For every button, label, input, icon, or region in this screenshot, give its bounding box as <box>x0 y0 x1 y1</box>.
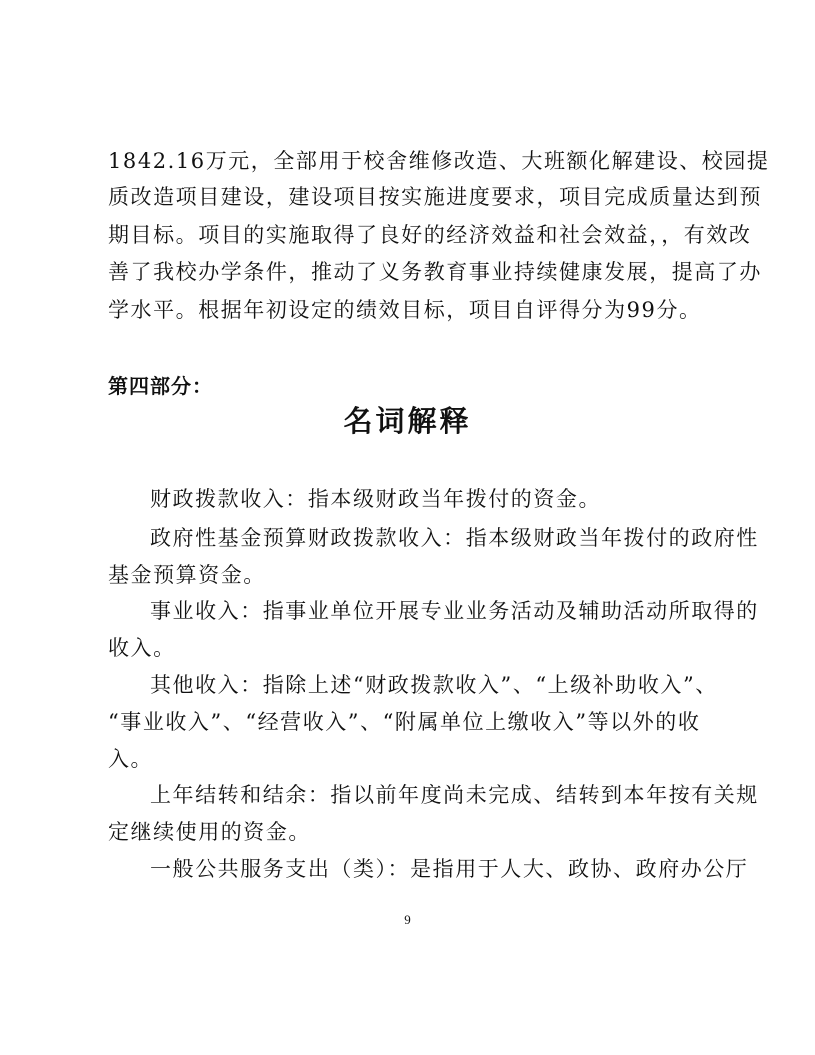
definition-4-line-2: “事业收入”、“经营收入”、“附属单位上缴收入”等以外的收 <box>108 710 701 734</box>
definition-4-line-1: 其他收入：指除上述“财政拨款收入”、“上级补助收入”、 <box>150 673 718 697</box>
section-label: 第四部分： <box>108 374 213 398</box>
intro-line-3: 期目标。项目的实施取得了良好的经济效益和社会效益，，有效改 <box>108 223 752 247</box>
definition-2-line-2: 基金预算资金。 <box>108 563 266 587</box>
definition-4-line-3: 入。 <box>108 747 154 771</box>
definition-1-line-1: 财政拨款收入：指本级财政当年拨付的资金。 <box>150 487 601 511</box>
definition-6-line-1: 一般公共服务支出（类）：是指用于人大、政协、政府办公厅 <box>150 857 749 881</box>
page-number: 9 <box>404 912 411 927</box>
intro-line-5: 学水平。根据年初设定的绩效目标，项目自评得分为99分。 <box>108 298 702 322</box>
definition-3-line-1: 事业收入：指事业单位开展专业业务活动及辅助活动所取得的 <box>150 599 759 623</box>
intro-line-1: 1842.16万元，全部用于校舍维修改造、大班额化解建设、校园提 <box>108 149 770 173</box>
definition-2-line-1: 政府性基金预算财政拨款收入：指本级财政当年拨付的政府性 <box>150 526 759 550</box>
section-title: 名词解释 <box>343 404 472 438</box>
intro-line-2: 质改造项目建设，建设项目按实施进度要求，项目完成质量达到预 <box>108 185 762 209</box>
definition-5-line-1: 上年结转和结余：指以前年度尚未完成、结转到本年按有关规 <box>150 783 759 807</box>
definition-5-line-2: 定继续使用的资金。 <box>108 820 311 844</box>
definition-3-line-2: 收入。 <box>108 636 176 660</box>
intro-line-4: 善了我校办学条件，推动了义务教育事业持续健康发展，提高了办 <box>108 260 762 284</box>
